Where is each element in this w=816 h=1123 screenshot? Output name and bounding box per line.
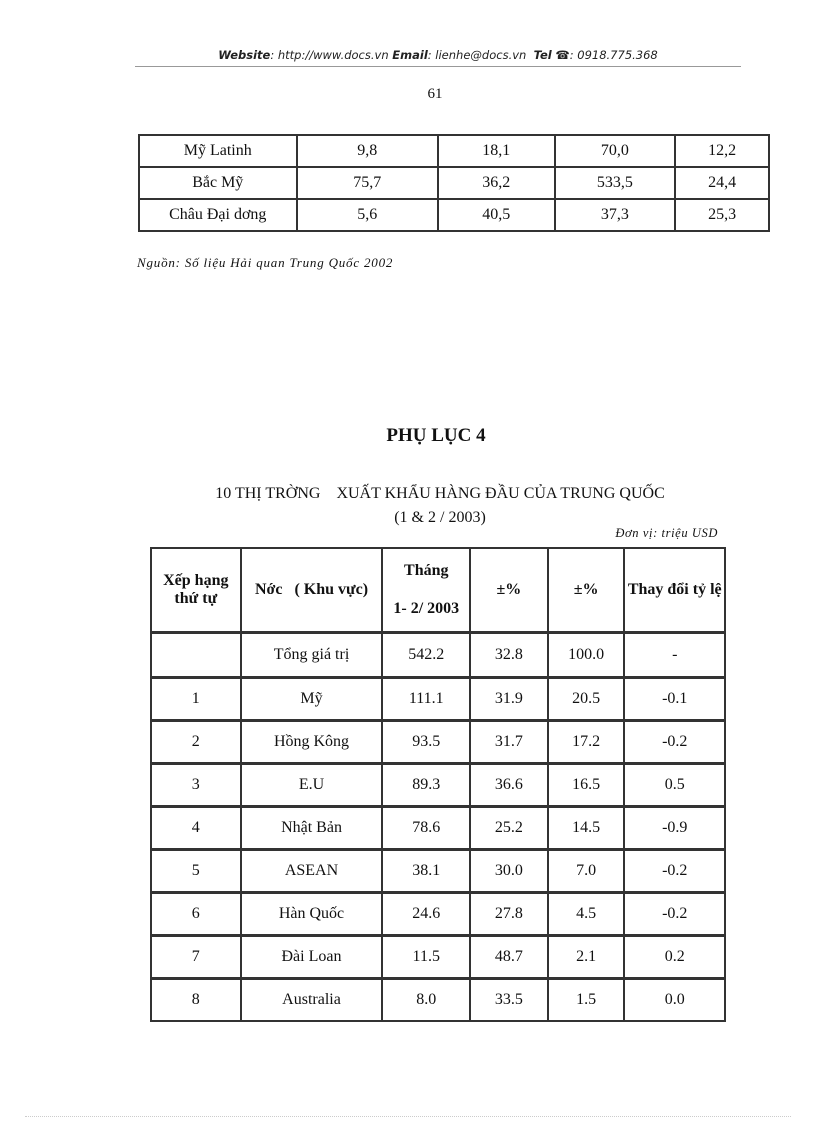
header-pct1: ±% bbox=[470, 548, 548, 633]
email-value: : lienhe@docs.vn bbox=[427, 48, 527, 62]
value-cell: 18,1 bbox=[438, 135, 555, 167]
pct1-cell: 31.7 bbox=[470, 721, 548, 764]
value-cell: 111.1 bbox=[382, 678, 470, 721]
pct1-cell: 33.5 bbox=[470, 979, 548, 1022]
region-cell: Châu Đại dơng bbox=[139, 199, 297, 231]
website-label: Website bbox=[218, 48, 271, 62]
table-row bbox=[151, 721, 725, 764]
table-title bbox=[150, 482, 730, 530]
table-title-line2: (1 & 2 / 2003) bbox=[394, 509, 486, 526]
table-row bbox=[151, 936, 725, 979]
rank-cell: 4 bbox=[151, 807, 241, 850]
table-title-line1: 10 THỊ TRỜNG XUẤT KHẨU HÀNG ĐẦU CỦA TRUNG QUỐC bbox=[215, 485, 665, 502]
table-header-row bbox=[151, 548, 725, 633]
region-table bbox=[138, 134, 770, 232]
change-cell: 0.0 bbox=[624, 979, 725, 1022]
pct1-cell: 31.9 bbox=[470, 678, 548, 721]
pct2-cell: 16.5 bbox=[548, 764, 625, 807]
table-total-row bbox=[151, 633, 725, 678]
change-cell: -0.9 bbox=[624, 807, 725, 850]
pct2-cell: 17.2 bbox=[548, 721, 625, 764]
header-change: Thay đổi tỷ lệ bbox=[624, 548, 725, 633]
footer-divider bbox=[25, 1116, 791, 1117]
value-cell: 24.6 bbox=[382, 893, 470, 936]
change-cell: -0.2 bbox=[624, 850, 725, 893]
pct1-cell: 48.7 bbox=[470, 936, 548, 979]
pct2-cell: 1.5 bbox=[548, 979, 625, 1022]
total-pct2: 100.0 bbox=[548, 633, 625, 678]
table-row bbox=[139, 199, 769, 231]
header-divider bbox=[135, 66, 741, 67]
value-cell: 8.0 bbox=[382, 979, 470, 1022]
value-cell: 37,3 bbox=[555, 199, 676, 231]
change-cell: 0.5 bbox=[624, 764, 725, 807]
table-row bbox=[151, 893, 725, 936]
total-change: - bbox=[624, 633, 725, 678]
country-cell: E.U bbox=[241, 764, 383, 807]
rank-cell: 5 bbox=[151, 850, 241, 893]
region-cell: Bắc Mỹ bbox=[139, 167, 297, 199]
header-month-line2: 1- 2/ 2003 bbox=[393, 600, 460, 617]
value-cell: 75,7 bbox=[297, 167, 439, 199]
country-cell: Hồng Kông bbox=[241, 721, 383, 764]
page-header bbox=[135, 48, 741, 62]
header-rank: Xếp hạng thứ tự bbox=[151, 548, 241, 633]
total-pct1: 32.8 bbox=[470, 633, 548, 678]
unit-note: Đơn vị: triệu USD bbox=[615, 526, 718, 540]
header-month bbox=[382, 548, 470, 633]
value-cell: 40,5 bbox=[438, 199, 555, 231]
country-cell: Australia bbox=[241, 979, 383, 1022]
table-row bbox=[151, 807, 725, 850]
value-cell: 36,2 bbox=[438, 167, 555, 199]
rank-cell: 3 bbox=[151, 764, 241, 807]
pct1-cell: 30.0 bbox=[470, 850, 548, 893]
value-cell: 11.5 bbox=[382, 936, 470, 979]
rank-cell: 8 bbox=[151, 979, 241, 1022]
tel-label: Tel bbox=[533, 48, 552, 62]
website-value: : http://www.docs.vn bbox=[270, 48, 389, 62]
country-cell: Đài Loan bbox=[241, 936, 383, 979]
header-month-line1: Tháng bbox=[404, 562, 449, 579]
pct1-cell: 25.2 bbox=[470, 807, 548, 850]
value-cell: 25,3 bbox=[675, 199, 769, 231]
country-cell: ASEAN bbox=[241, 850, 383, 893]
pct1-cell: 36.6 bbox=[470, 764, 548, 807]
value-cell: 93.5 bbox=[382, 721, 470, 764]
pct2-cell: 2.1 bbox=[548, 936, 625, 979]
source-note: Nguồn: Số liệu Hải quan Trung Quốc 2002 bbox=[137, 255, 394, 270]
header-pct2: ±% bbox=[548, 548, 625, 633]
value-cell: 12,2 bbox=[675, 135, 769, 167]
export-markets-table bbox=[150, 547, 726, 1022]
change-cell: -0.2 bbox=[624, 893, 725, 936]
value-cell: 5,6 bbox=[297, 199, 439, 231]
pct1-cell: 27.8 bbox=[470, 893, 548, 936]
pct2-cell: 4.5 bbox=[548, 893, 625, 936]
country-cell: Nhật Bản bbox=[241, 807, 383, 850]
table-row bbox=[151, 764, 725, 807]
rank-cell: 6 bbox=[151, 893, 241, 936]
page-number: 61 bbox=[427, 86, 443, 102]
rank-cell: 7 bbox=[151, 936, 241, 979]
tel-value: : 0918.775.368 bbox=[569, 48, 658, 62]
appendix-title: PHỤ LỤC 4 bbox=[386, 425, 486, 446]
table-row bbox=[151, 678, 725, 721]
table-row bbox=[139, 167, 769, 199]
email-label: Email bbox=[392, 48, 428, 62]
phone-icon: ☎ bbox=[555, 48, 570, 62]
value-cell: 24,4 bbox=[675, 167, 769, 199]
pct2-cell: 7.0 bbox=[548, 850, 625, 893]
change-cell: -0.2 bbox=[624, 721, 725, 764]
total-value: 542.2 bbox=[382, 633, 470, 678]
value-cell: 9,8 bbox=[297, 135, 439, 167]
rank-cell: 2 bbox=[151, 721, 241, 764]
pct2-cell: 20.5 bbox=[548, 678, 625, 721]
change-cell: 0.2 bbox=[624, 936, 725, 979]
header-country: Nớc ( Khu vực) bbox=[241, 548, 383, 633]
value-cell: 533,5 bbox=[555, 167, 676, 199]
value-cell: 38.1 bbox=[382, 850, 470, 893]
total-label: Tổng giá trị bbox=[241, 633, 383, 678]
change-cell: -0.1 bbox=[624, 678, 725, 721]
country-cell: Hàn Quốc bbox=[241, 893, 383, 936]
table-row bbox=[151, 979, 725, 1022]
rank-cell: 1 bbox=[151, 678, 241, 721]
table-row bbox=[151, 850, 725, 893]
value-cell: 70,0 bbox=[555, 135, 676, 167]
region-cell: Mỹ Latinh bbox=[139, 135, 297, 167]
country-cell: Mỹ bbox=[241, 678, 383, 721]
value-cell: 78.6 bbox=[382, 807, 470, 850]
pct2-cell: 14.5 bbox=[548, 807, 625, 850]
total-rank bbox=[151, 633, 241, 678]
table-row bbox=[139, 135, 769, 167]
value-cell: 89.3 bbox=[382, 764, 470, 807]
